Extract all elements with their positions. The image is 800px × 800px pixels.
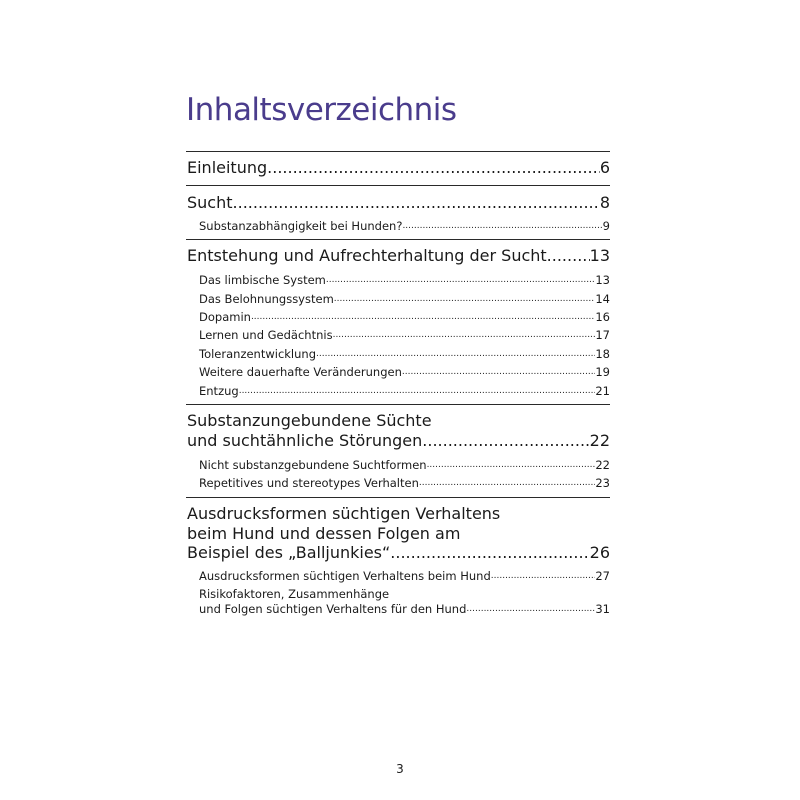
leader-dots bbox=[390, 543, 589, 562]
leader-dots bbox=[422, 431, 589, 450]
toc-entry-label: und suchtähnliche Störungen bbox=[187, 431, 423, 450]
toc-subentry-label: Toleranzentwicklung bbox=[199, 347, 317, 361]
divider bbox=[186, 404, 610, 405]
leader-dots bbox=[466, 602, 595, 616]
toc-entry-page: 13 bbox=[589, 246, 610, 265]
toc-subentry-label: Substanzabhängigkeit bei Hunden? bbox=[199, 219, 403, 233]
toc-subentry[interactable] bbox=[199, 328, 610, 342]
divider bbox=[186, 185, 610, 186]
page-number: 3 bbox=[396, 762, 404, 776]
toc-subentry-page: 22 bbox=[595, 458, 610, 472]
toc-subentry-page: 13 bbox=[595, 273, 610, 287]
toc-entry-label: Entstehung und Aufrechterhaltung der Sucht bbox=[187, 246, 547, 265]
toc-entry-einleitung[interactable] bbox=[187, 158, 610, 177]
toc-entry-label-line2: beim Hund und dessen Folgen am bbox=[187, 524, 461, 543]
toc-subentry[interactable] bbox=[199, 458, 610, 472]
toc-subentry-page: 31 bbox=[595, 602, 610, 616]
toc-entry-entstehung[interactable] bbox=[187, 246, 610, 265]
divider bbox=[186, 239, 610, 240]
toc-subentry-label: Weitere dauerhafte Veränderungen bbox=[199, 365, 402, 379]
toc-subentry[interactable] bbox=[199, 310, 610, 324]
page-title: Inhaltsverzeichnis bbox=[186, 92, 457, 128]
toc-subentry-page: 21 bbox=[595, 384, 610, 398]
toc-subentry-label: Lernen und Gedächtnis bbox=[199, 328, 333, 342]
toc-subentry[interactable] bbox=[199, 273, 610, 287]
toc-subentry-page: 16 bbox=[595, 310, 610, 324]
toc-subentry-page: 9 bbox=[602, 219, 610, 233]
toc-subentry[interactable] bbox=[199, 384, 610, 398]
toc-subentry-label: und Folgen süchtigen Verhaltens für den Hund bbox=[199, 602, 467, 616]
toc-entry-label: Sucht bbox=[187, 193, 233, 212]
leader-dots bbox=[334, 292, 596, 306]
toc-subentry-label: Ausdrucksformen süchtigen Verhaltens beim Hund bbox=[199, 569, 491, 583]
toc-subentry-page: 27 bbox=[595, 569, 610, 583]
divider bbox=[186, 497, 610, 498]
leader-dots bbox=[547, 246, 590, 265]
leader-dots bbox=[419, 476, 595, 490]
toc-entry-page: 6 bbox=[599, 158, 610, 177]
toc-subentry-label-line1: Risikofaktoren, Zusammenhänge bbox=[199, 587, 390, 601]
toc-entry-sucht[interactable] bbox=[187, 193, 610, 212]
toc-entry-label: Beispiel des „Balljunkies“ bbox=[187, 543, 391, 562]
divider bbox=[186, 151, 610, 152]
leader-dots bbox=[239, 384, 596, 398]
toc-entry-label-line1: Substanzungebundene Süchte bbox=[187, 411, 432, 430]
toc-subentry-label: Das limbische System bbox=[199, 273, 326, 287]
toc-entry-page: 8 bbox=[599, 193, 610, 212]
toc-entry-page: 26 bbox=[589, 543, 610, 562]
leader-dots bbox=[267, 158, 600, 177]
toc-entry-page: 22 bbox=[589, 431, 610, 450]
leader-dots bbox=[402, 365, 595, 379]
toc-subentry[interactable] bbox=[199, 476, 610, 490]
toc-subentry-label: Repetitives und stereotypes Verhalten bbox=[199, 476, 419, 490]
toc-subentry-page: 23 bbox=[595, 476, 610, 490]
toc-subentry[interactable] bbox=[199, 347, 610, 361]
leader-dots bbox=[233, 193, 600, 212]
toc-entry-substanzungebunden[interactable] bbox=[187, 431, 610, 450]
toc-subentry-label: Entzug bbox=[199, 384, 239, 398]
toc-subentry-label: Das Belohnungssystem bbox=[199, 292, 334, 306]
leader-dots bbox=[251, 310, 595, 324]
toc-subentry-label: Nicht substanzgebundene Suchtformen bbox=[199, 458, 427, 472]
toc-subentry[interactable] bbox=[199, 569, 610, 583]
leader-dots bbox=[326, 273, 596, 287]
toc-subentry-page: 14 bbox=[595, 292, 610, 306]
toc-entry-ausdrucksformen[interactable] bbox=[187, 543, 610, 562]
leader-dots bbox=[402, 219, 602, 233]
leader-dots bbox=[333, 328, 596, 342]
toc-subentry-label: Dopamin bbox=[199, 310, 251, 324]
leader-dots bbox=[491, 569, 596, 583]
toc-entry-label: Einleitung bbox=[187, 158, 268, 177]
toc-subentry-page: 19 bbox=[595, 365, 610, 379]
toc-entry-label-line1: Ausdrucksformen süchtigen Verhaltens bbox=[187, 504, 501, 523]
leader-dots bbox=[316, 347, 595, 361]
toc-subentry[interactable] bbox=[199, 292, 610, 306]
leader-dots bbox=[427, 458, 596, 472]
toc-subentry[interactable] bbox=[199, 602, 610, 616]
toc-subentry-page: 17 bbox=[595, 328, 610, 342]
toc-subentry[interactable] bbox=[199, 365, 610, 379]
toc-subentry-page: 18 bbox=[595, 347, 610, 361]
toc-subentry[interactable] bbox=[199, 219, 610, 233]
